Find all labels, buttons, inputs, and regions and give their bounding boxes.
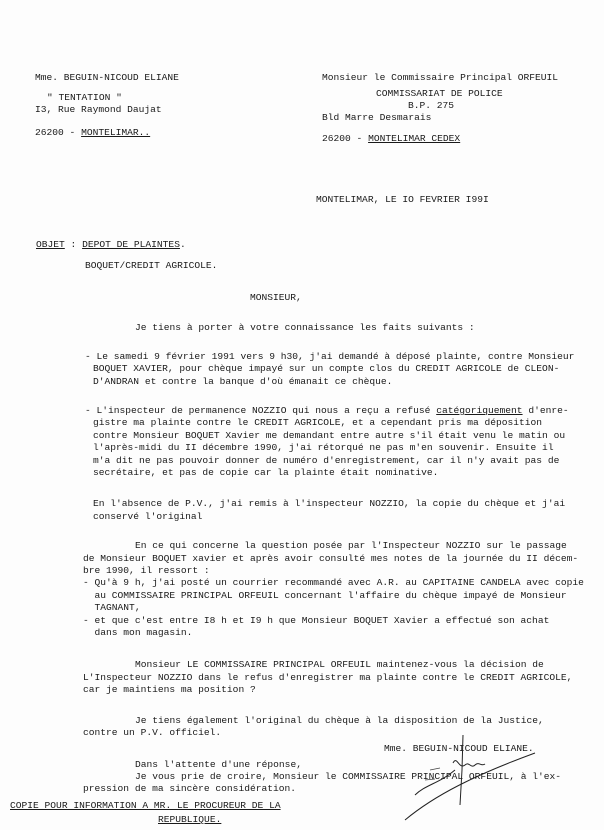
sender-street: I3, Rue Raymond Daujat bbox=[35, 104, 162, 115]
p1-line: D'ANDRAN et contre la banque d'où émanait ce chèque. bbox=[93, 376, 393, 387]
date-line: MONTELIMAR, LE IO FEVRIER I99I bbox=[316, 194, 489, 205]
p5-line: Monsieur LE COMMISSAIRE PRINCIPAL ORFEUIL maintenez-vous la décision de bbox=[135, 659, 544, 670]
recipient-city-line bbox=[322, 133, 460, 144]
p7-line: pression de ma sincère considération. bbox=[83, 783, 297, 794]
p5-line: L'Inspecteur NOZZIO dans le refus d'enregistrer ma plainte contre le CREDIT AGRICOLE, bbox=[83, 672, 573, 683]
subject-title: DEPOT DE PLAINTES bbox=[82, 239, 180, 250]
p4-line: bre 1990, il ressort : bbox=[83, 565, 210, 576]
p2-line: m'a dit ne pas pouvoir donner de numéro d'enregistrement, car il n'y avait pas de bbox=[93, 455, 560, 466]
recipient-street: Bld Marre Desmarais bbox=[322, 112, 432, 123]
subject-line2: BOQUET/CREDIT AGRICOLE. bbox=[85, 260, 218, 271]
recipient-city: MONTELIMAR CEDEX bbox=[368, 133, 461, 144]
subject-line bbox=[36, 239, 186, 250]
signature-name: Mme. BEGUIN-NICOUD ELIANE. bbox=[384, 743, 534, 754]
p1-line: BOQUET XAVIER, pour chèque impayé sur un compte clos du CREDIT AGRICOLE de CLEON- bbox=[93, 363, 560, 374]
sender-name: Mme. BEGUIN-NICOUD ELIANE bbox=[35, 72, 179, 83]
p4-line: TAGNANT, bbox=[83, 602, 141, 613]
p7-line: Je vous prie de croire, Monsieur le COMMISSAIRE PRINCIPAL ORFEUIL, à l'ex- bbox=[135, 771, 562, 782]
p4-line: dans mon magasin. bbox=[83, 627, 193, 638]
p2-end: d'enre- bbox=[522, 405, 569, 416]
subject-title-end: . bbox=[179, 239, 186, 250]
sender-city-line bbox=[35, 127, 150, 138]
p2-line: contre Monsieur BOQUET Xavier me demandant entre autre s'il était venu le matin ou bbox=[93, 430, 566, 441]
recipient-postcode: 26200 - bbox=[322, 133, 369, 144]
p6-line: Je tiens également l'original du chèque à la disposition de la Justice, bbox=[135, 715, 544, 726]
p5-line: car je maintiens ma position ? bbox=[83, 684, 256, 695]
copy-note-line1: COPIE POUR INFORMATION A MR. LE PROCUREUR DE LA bbox=[10, 800, 281, 811]
subject-label: OBJET bbox=[36, 239, 65, 250]
recipient-box: B.P. 275 bbox=[408, 100, 455, 111]
intro: Je tiens à porter à votre connaissance les faits suivants : bbox=[135, 322, 475, 333]
p4-line: au COMMISSAIRE PRINCIPAL ORFEUIL concernant l'affaire du chèque impayé de Monsieur bbox=[83, 590, 567, 601]
p6-line: contre un P.V. officiel. bbox=[83, 727, 222, 738]
p2-line: secrétaire, et pas de copie car la plainte était nominative. bbox=[93, 467, 439, 478]
p4-line: - Qu'à 9 h, j'ai posté un courrier recommandé avec A.R. au CAPITAINE CANDELA avec copie bbox=[83, 577, 584, 588]
salutation: MONSIEUR, bbox=[250, 292, 302, 303]
p2-start: - L'inspecteur de permanence NOZZIO qui nous a reçu a refusé bbox=[85, 405, 437, 416]
p2-line bbox=[85, 405, 569, 416]
handwritten-signature bbox=[385, 735, 545, 825]
p3-line: En l'absence de P.V., j'ai remis à l'inspecteur NOZZIO, la copie du chèque et j'ai bbox=[93, 498, 566, 509]
p2-line: l'après-midi du II décembre 1990, j'ai rétorqué ne pas m'en souvenir. Ensuite il bbox=[93, 442, 554, 453]
p4-line: En ce qui concerne la question posée par l'Inspecteur NOZZIO sur le passage bbox=[135, 540, 567, 551]
subject-sep: : bbox=[64, 239, 83, 250]
p4-line: de Monsieur BOQUET xavier et après avoir consulté mes notes de la journée du II décem- bbox=[83, 553, 579, 564]
copy-note-line2: REPUBLIQUE. bbox=[158, 814, 222, 825]
p4-line: - et que c'est entre I8 h et I9 h que Monsieur BOQUET Xavier a effectué son achat bbox=[83, 615, 550, 626]
p1-line: - Le samedi 9 février 1991 vers 9 h30, j'ai demandé à déposé plainte, contre Monsieur bbox=[85, 351, 575, 362]
sender-shop: " TENTATION " bbox=[47, 92, 122, 103]
p3-line: conservé l'original bbox=[93, 511, 203, 522]
sender-city: MONTELIMAR.. bbox=[81, 127, 151, 138]
p7-line: Dans l'attente d'une réponse, bbox=[135, 759, 302, 770]
sender-postcode: 26200 - bbox=[35, 127, 82, 138]
recipient-office: COMMISSARIAT DE POLICE bbox=[376, 88, 503, 99]
p2-line: gistre ma plainte contre le CREDIT AGRICOLE, et a cependant pris ma déposition bbox=[93, 417, 543, 428]
p2-underlined: catégoriquement bbox=[436, 405, 523, 416]
recipient-name: Monsieur le Commissaire Principal ORFEUIL bbox=[322, 72, 559, 83]
